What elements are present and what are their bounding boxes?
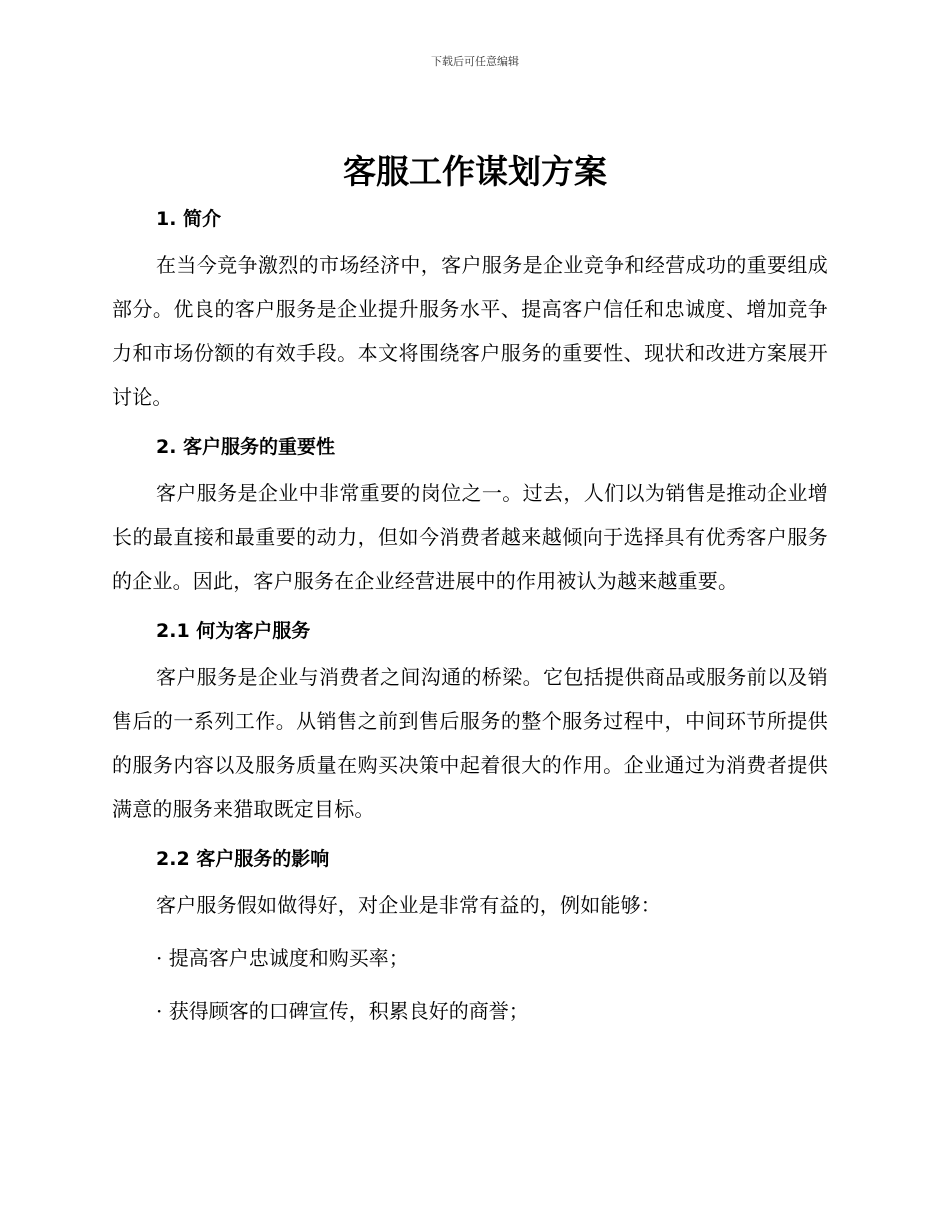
section-heading-what-is: 2.1 何为客户服务 — [156, 620, 311, 642]
section-paragraph-intro: 在当今竞争激烈的市场经济中，客户服务是企业竞争和经营成功的重要组成部分。优良的客户服务是企业提升服务水平、提高客户信任和忠诚度、增加竞争力和市场份额的有效手段。本文将围绕客户服务的重要性、现状和改进方案展开讨论。 — [112, 253, 828, 409]
document-title: 客服工作谋划方案 — [343, 152, 607, 191]
bullet-item: · 获得顾客的口碑宣传，积累良好的商誉； — [156, 999, 529, 1023]
section-paragraph-importance: 客户服务是企业中非常重要的岗位之一。过去，人们以为销售是推动企业增长的最直接和最重要的动力，但如今消费者越来越倾向于选择具有优秀客户服务的企业。因此，客户服务在企业经营进展中的作用被认为越来越重要。 — [112, 481, 828, 593]
bullet-item: · 提高客户忠诚度和购买率； — [156, 946, 409, 970]
document-body — [112, 204, 828, 1033]
section-paragraph-what-is: 客户服务是企业与消费者之间沟通的桥梁。它包括提供商品或服务前以及销售后的一系列工作。从销售之前到售后服务的整个服务过程中，中间环节所提供的服务内容以及服务质量在购买决策中起着很大的作用。企业通过为消费者提供满意的服务来猎取既定目标。 — [112, 665, 828, 821]
section-heading-intro: 1. 简介 — [156, 208, 222, 230]
section-heading-importance: 2. 客户服务的重要性 — [156, 436, 336, 458]
section-heading-impact: 2.2 客户服务的影响 — [156, 848, 330, 870]
section-paragraph-impact: 客户服务假如做得好，对企业是非常有益的，例如能够： — [156, 893, 661, 917]
header-note: 下载后可任意编辑 — [431, 55, 519, 68]
